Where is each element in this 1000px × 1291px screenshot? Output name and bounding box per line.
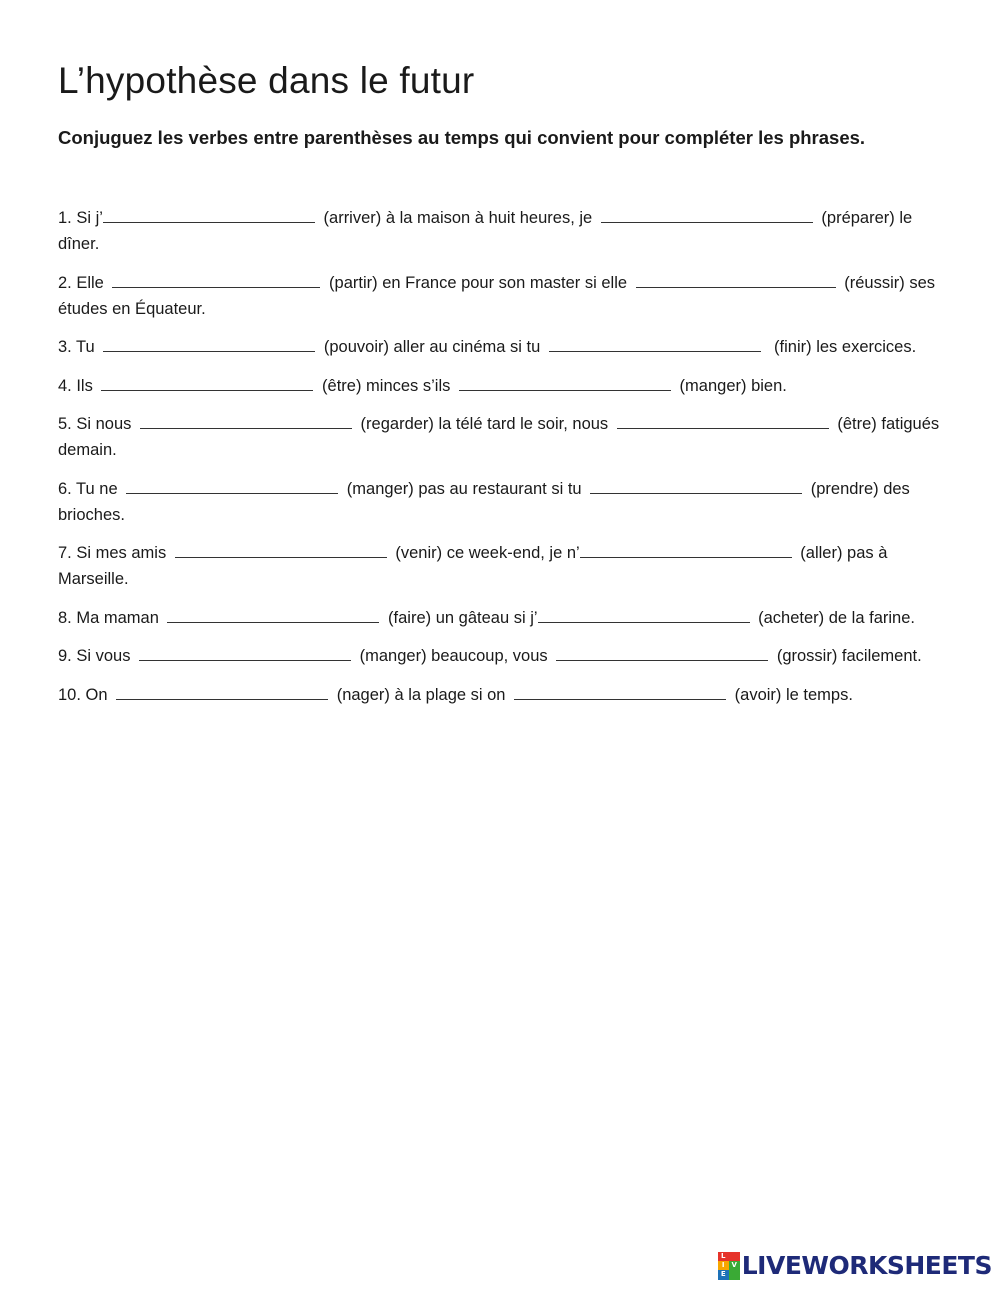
exercise-text-end: (grossir) facilement. xyxy=(772,647,922,665)
answer-blank-9a[interactable] xyxy=(139,643,351,661)
exercise-item-3 xyxy=(58,334,948,360)
exercise-text-middle: (nager) à la plage si on xyxy=(332,685,511,704)
exercise-item-7 xyxy=(58,540,948,592)
answer-blank-5a[interactable] xyxy=(140,411,352,429)
answer-blank-1a[interactable] xyxy=(103,205,315,223)
exercise-text-middle: (partir) en France pour son master si elle xyxy=(324,273,632,292)
instructions: Conjuguez les verbes entre parenthèses au temps qui convient pour compléter les phrases. xyxy=(58,127,866,148)
answer-blank-3a[interactable] xyxy=(103,334,315,352)
logo-mark-icon: L I V E xyxy=(718,1252,740,1280)
answer-blank-2b[interactable] xyxy=(636,270,836,288)
exercise-text-middle: (pouvoir) aller au cinéma si tu xyxy=(319,338,545,356)
answer-blank-1b[interactable] xyxy=(601,205,813,223)
answer-blank-8a[interactable] xyxy=(167,605,379,623)
liveworksheets-logo xyxy=(718,1251,992,1281)
answer-blank-9b[interactable] xyxy=(556,643,768,661)
answer-blank-7b[interactable] xyxy=(580,540,792,558)
exercise-text-start: 5. Si nous xyxy=(58,415,136,433)
exercise-text-start: 9. Si vous xyxy=(58,647,136,665)
exercise-item-2 xyxy=(58,270,948,322)
exercise-text-end: (finir) les exercices. xyxy=(764,338,917,356)
exercise-text-middle: (arriver) à la maison à huit heures, je xyxy=(318,209,597,227)
logo-text: LIVEWORKSHEETS xyxy=(741,1251,992,1280)
exercise-text-end: (avoir) le temps. xyxy=(730,685,853,704)
exercise-text-start: 6. Tu ne xyxy=(58,479,123,498)
exercise-text-end: (manger) bien. xyxy=(674,376,787,395)
exercise-text-start: 10. On xyxy=(58,685,113,704)
exercise-item-8 xyxy=(58,605,948,631)
exercise-text-end: (préparer) le dîner. xyxy=(58,209,913,253)
exercise-text-start: 4. Ils xyxy=(58,376,98,395)
exercise-text-start: 2. Elle xyxy=(58,273,109,292)
exercise-item-4 xyxy=(58,373,948,399)
answer-blank-4b[interactable] xyxy=(459,373,671,391)
exercise-text-start: 8. Ma maman xyxy=(58,608,164,627)
exercise-item-5 xyxy=(58,411,948,463)
answer-blank-8b[interactable] xyxy=(538,605,750,623)
answer-blank-4a[interactable] xyxy=(101,373,313,391)
exercise-text-end: (acheter) de la farine. xyxy=(753,608,915,627)
exercise-text-start: 7. Si mes amis xyxy=(58,544,171,562)
exercise-item-10 xyxy=(58,682,948,708)
exercise-text-end: (réussir) ses études en Équateur. xyxy=(58,273,935,318)
exercise-item-9 xyxy=(58,643,948,669)
exercise-text-middle: (manger) pas au restaurant si tu xyxy=(342,479,587,498)
exercise-text-end: (prendre) des brioches. xyxy=(58,479,910,524)
answer-blank-3b[interactable] xyxy=(549,334,761,352)
answer-blank-10a[interactable] xyxy=(116,682,328,700)
answer-blank-5b[interactable] xyxy=(617,411,829,429)
answer-blank-6a[interactable] xyxy=(126,476,338,494)
exercise-item-1 xyxy=(58,205,948,257)
exercise-text-middle: (regarder) la télé tard le soir, nous xyxy=(355,415,613,433)
exercise-text-middle: (venir) ce week-end, je n’ xyxy=(390,544,580,562)
exercise-text-middle: (être) minces s’ils xyxy=(317,376,455,395)
exercise-text-middle: (faire) un gâteau si j’ xyxy=(383,608,538,627)
exercise-text-middle: (manger) beaucoup, vous xyxy=(355,647,553,665)
exercise-text-start: 1. Si j’ xyxy=(58,209,103,227)
exercise-list xyxy=(58,205,948,720)
exercise-text-end: (être) fatigués demain. xyxy=(58,415,940,459)
page-title: L’hypothèse dans le futur xyxy=(58,60,475,101)
answer-blank-6b[interactable] xyxy=(590,476,802,494)
exercise-text-end: (aller) pas à Marseille. xyxy=(58,544,888,588)
exercise-text-start: 3. Tu xyxy=(58,338,100,356)
answer-blank-2a[interactable] xyxy=(112,270,320,288)
answer-blank-10b[interactable] xyxy=(514,682,726,700)
exercise-item-6 xyxy=(58,476,948,528)
answer-blank-7a[interactable] xyxy=(175,540,387,558)
